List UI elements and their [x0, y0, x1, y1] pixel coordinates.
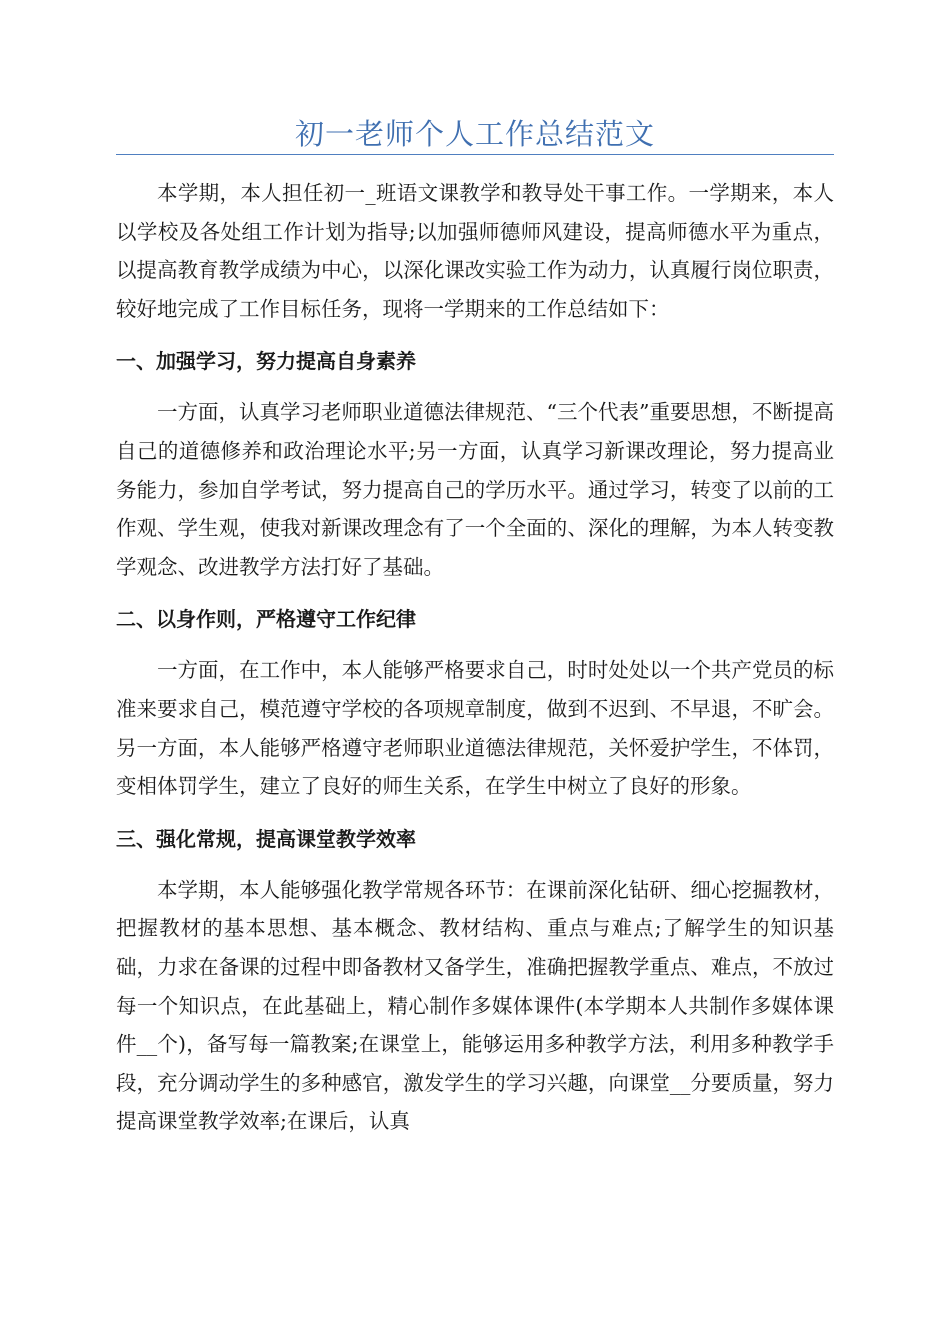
document-page — [116, 0, 834, 1141]
section-3-heading: 三、强化常规，提高课堂教学效率 — [116, 826, 416, 851]
intro-paragraph: 本学期，本人担任初一_班语文课教学和教导处干事工作。一学期来，本人以学校及各处组工作计划为指导;以加强师德师风建设，提高师德水平为重点，以提高教育教学成绩为中心，以深化课改实验工作为动力，认真履行岗位职责，较好地完成了工作目标任务，现将一学期来的工作总结如下： — [116, 181, 834, 321]
section-2-body: 一方面，在工作中，本人能够严格要求自己，时时处处以一个共产党员的标准来要求自己，模范遵守学校的各项规章制度，做到不迟到、不早退，不旷会。另一方面，本人能够严格遵守老师职业道德法律规范，关怀爱护学生，不体罚，变相体罚学生，建立了良好的师生关系，在学生中树立了良好的形象。 — [116, 658, 834, 799]
section-2-heading: 二、以身作则，严格遵守工作纪律 — [116, 607, 416, 632]
title-underline — [116, 154, 834, 155]
section-1-body: 一方面，认真学习老师职业道德法律规范、“三个代表”重要思想，不断提高自己的道德修养和政治理论水平;另一方面，认真学习新课改理论，努力提高业务能力，参加自学考试，努力提高自己的学历水平。通过学习，转变了以前的工作观、学生观，使我对新课改理念有了一个全面的、深化的理解，为本人转变教学观念、改进教学方法打好了基础。 — [116, 400, 834, 579]
document-title: 初一老师个人工作总结范文 — [294, 117, 655, 151]
section-3-body: 本学期，本人能够强化教学常规各环节：在课前深化钻研、细心挖掘教材，把握教材的基本思想、基本概念、教材结构、重点与难点;了解学生的知识基础，力求在备课的过程中即备教材又备学生，准确把握教学重点、难点，不放过每一个知识点，在此基础上，精心制作多媒体课件(本学期本人共制作多媒体课件__个)，备写每一篇教案;在课堂上，能够运用多种教学方法，利用多种教学手段，充分调动学生的多种感官，激发学生的学习兴趣，向课堂__分要质量，努力提高课堂教学效率;在课后，认真 — [116, 877, 834, 1134]
section-1-heading: 一、加强学习，努力提高自身素养 — [116, 349, 416, 374]
